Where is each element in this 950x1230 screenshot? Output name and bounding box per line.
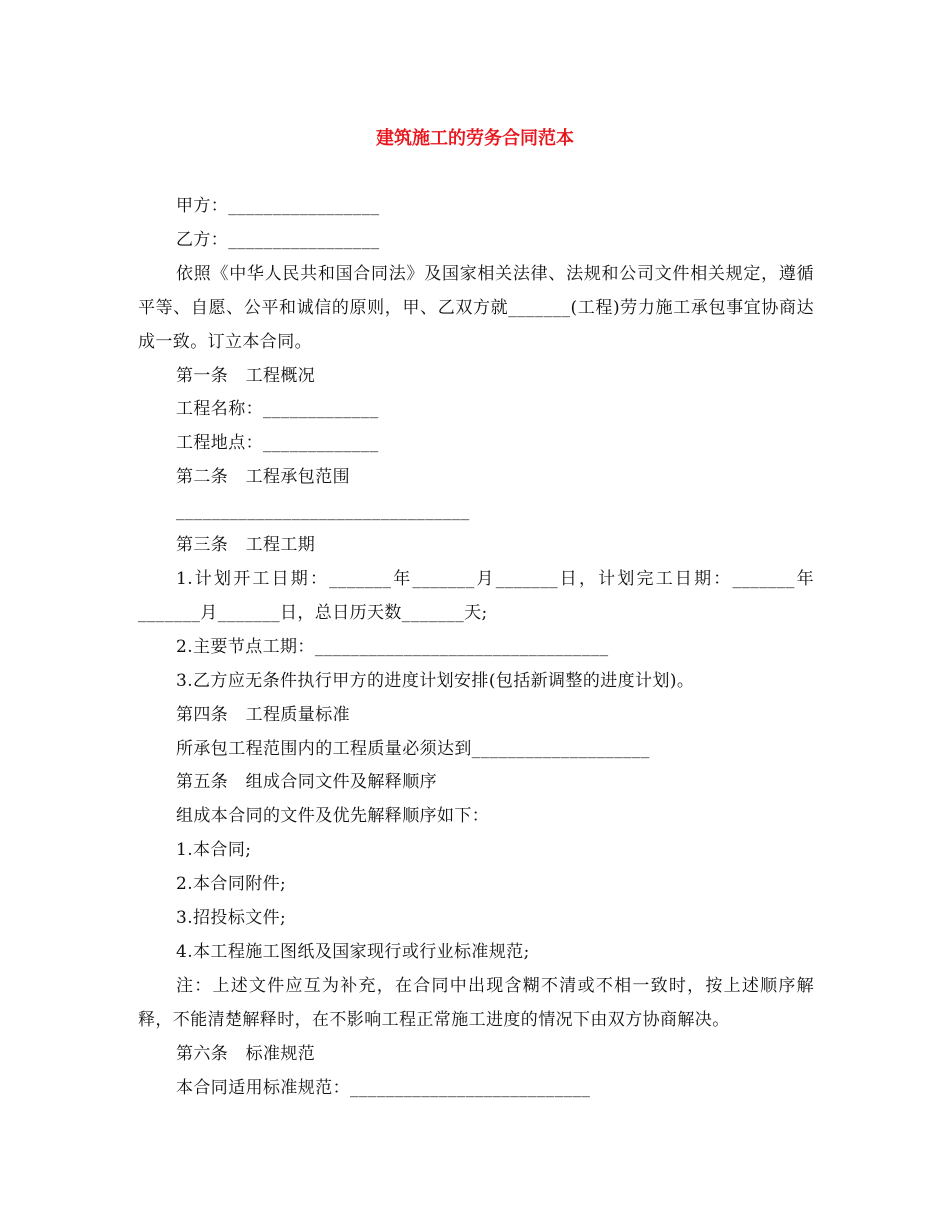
article-2-heading: 第二条 工程承包范围 (176, 467, 350, 488)
document-order-item-3: 3.招投标文件; (176, 908, 287, 929)
article-6-heading: 第六条 标准规范 (176, 1043, 316, 1064)
quality-standard-line: 所承包工程范围内的工程质量必须达到____________________ (176, 738, 650, 759)
document-body (138, 190, 814, 1105)
article-1-heading: 第一条 工程概况 (176, 365, 316, 386)
document-order-item-4: 4.本工程施工图纸及国家现行或行业标准规范; (176, 941, 530, 962)
article-3-heading: 第三条 工程工期 (176, 535, 316, 556)
document-order-item-1: 1.本合同; (176, 840, 252, 861)
document-title: 建筑施工的劳务合同范本 (376, 128, 574, 149)
preamble-paragraph: 依照《中华人民共和国合同法》及国家相关法律、法规和公司文件相关规定，遵循平等、自愿、公平和诚信的原则，甲、乙双方就_______(工程)劳力施工承包事宜协商达成一致。订立本合同。 (138, 263, 814, 352)
schedule-item-3: 3.乙方应无条件执行甲方的进度计划安排(包括新调整的进度计划)。 (176, 670, 695, 691)
scope-blank-line: _________________________________ (176, 501, 470, 522)
document-order-item-2: 2.本合同附件; (176, 874, 287, 895)
note-paragraph: 注：上述文件应互为补充，在合同中出现含糊不清或不相一致时，按上述顺序解释，不能清楚解释时，在不影响工程正常施工进度的情况下由双方协商解决。 (138, 975, 814, 1030)
party-a-line: 甲方：_________________ (176, 196, 380, 216)
project-name-line: 工程名称：_____________ (176, 399, 379, 420)
party-b-line: 乙方：_________________ (176, 229, 380, 250)
document-order-intro: 组成本合同的文件及优先解释顺序如下： (176, 806, 490, 827)
schedule-item-1: 1.计划开工日期：_______年_______月_______日，计划完工日期：_______年_______月_______日，总日历天数_______天; (138, 568, 814, 623)
article-4-heading: 第四条 工程质量标准 (176, 704, 350, 725)
standards-line: 本合同适用标准规范：___________________________ (176, 1077, 591, 1098)
schedule-item-2: 2.主要节点工期：_________________________________ (176, 636, 609, 657)
project-location-line: 工程地点：_____________ (176, 433, 379, 454)
article-5-heading: 第五条 组成合同文件及解释顺序 (176, 772, 437, 793)
